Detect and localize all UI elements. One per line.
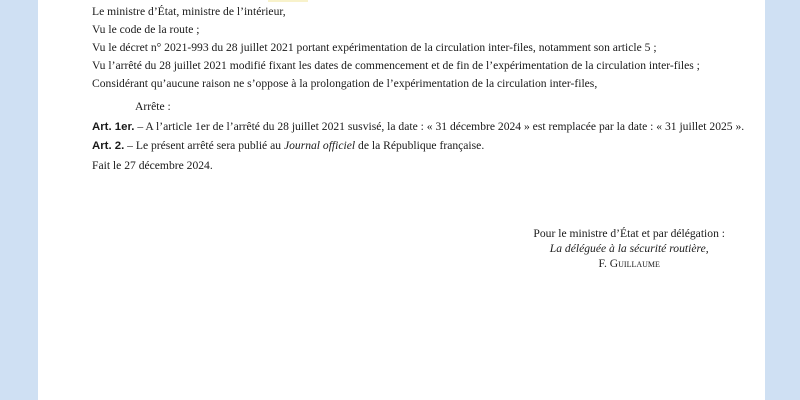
document-page [38,0,765,400]
considerant: Considérant qu’aucune raison ne s’oppose à la prolongation de l’expérimentation de la circulation inter-files, [92,77,598,90]
fait-date: Fait le 27 décembre 2024. [92,159,213,172]
article-2-label: Art. 2. [92,140,125,152]
signature-block [533,226,725,271]
signature-line-1: Pour le ministre d’État et par délégation : [533,227,725,240]
article-1-text: – A l’article 1er de l’arrêté du 28 juillet 2021 susvisé, la date : « 31 décembre 2024 » est remplacée par la date : « 31 juillet 2025 ». [134,120,745,133]
signature-line-2: La déléguée à la sécurité routière, [549,242,709,255]
intro-line: Le ministre d’État, ministre de l’intérieur, [92,5,286,18]
signatory-name: F. Guillaume [598,257,660,270]
arrete-label: Arrête : [135,100,171,113]
left-margin-band [0,0,38,400]
article-2-text-after: de la République française. [355,139,485,152]
visa-arrete: Vu l’arrêté du 28 juillet 2021 modifié fixant les dates de commencement et de fin de l’expérimentation de la circulation inter-files ; [92,59,700,72]
document-body [80,4,776,173]
highlight-mark [268,0,308,2]
article-2-text-before: – Le présent arrêté sera publié au [124,139,284,152]
article-2 [80,138,776,154]
visa-code-route: Vu le code de la route ; [92,23,200,36]
article-1 [80,119,776,135]
journal-officiel-link: Journal officiel [283,139,356,152]
visa-decret: Vu le décret n° 2021-993 du 28 juillet 2021 portant expérimentation de la circulation inter-files, notamment son article 5 ; [92,41,657,54]
article-1-label: Art. 1er. [92,121,135,133]
